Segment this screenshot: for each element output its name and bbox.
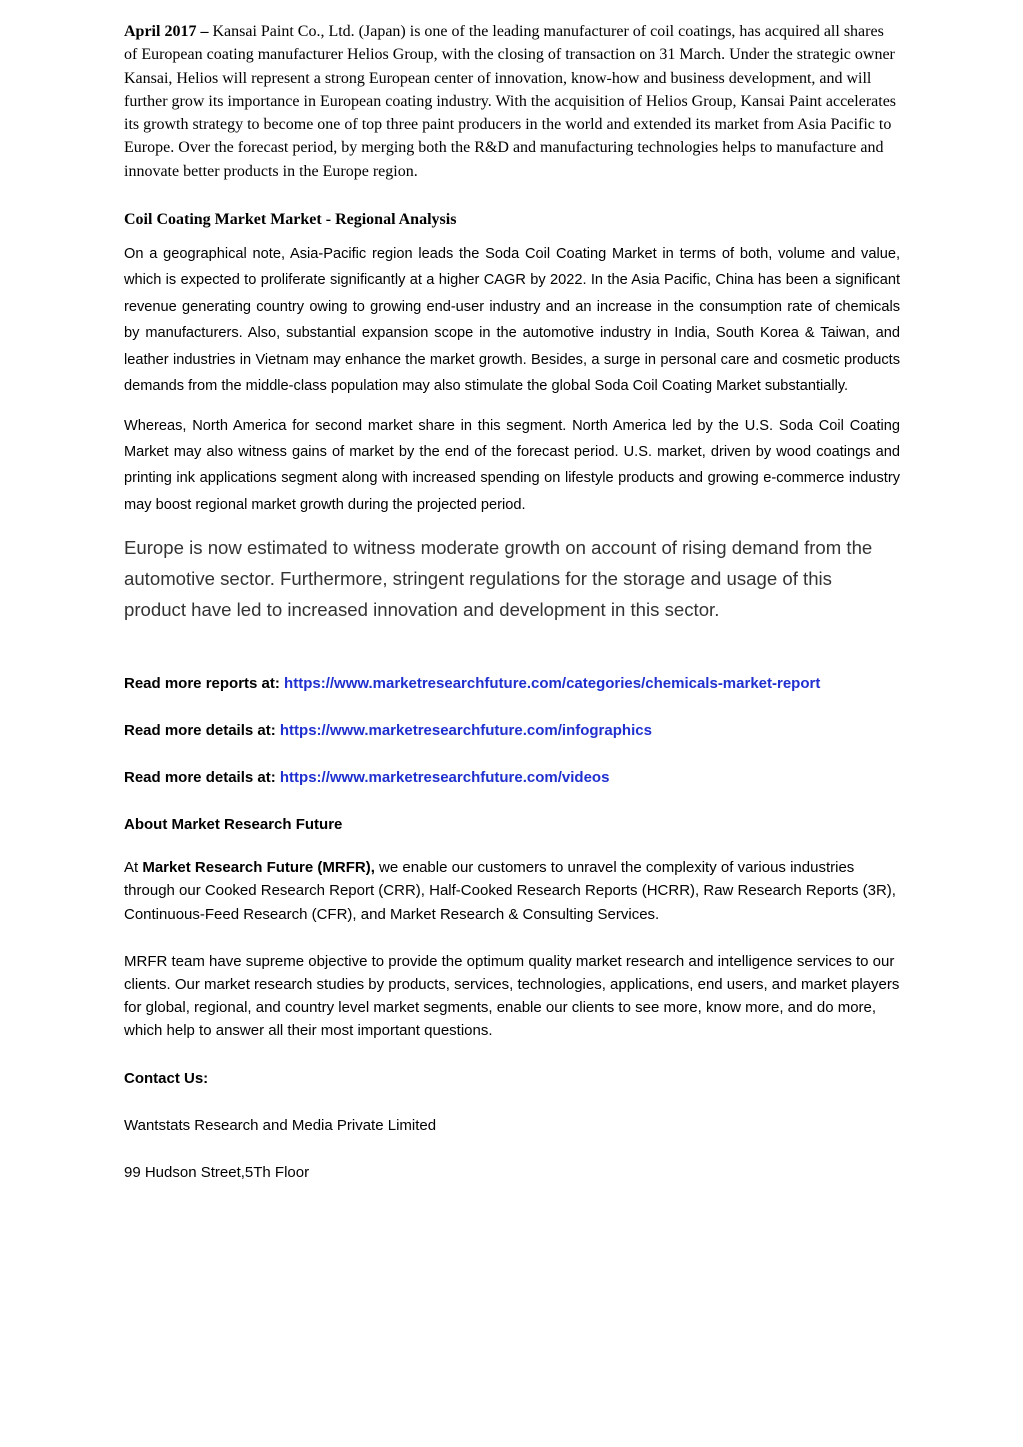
about-paragraph-1 [124,856,900,926]
about-heading: About Market Research Future [124,816,343,834]
intro-text: Kansai Paint Co., Ltd. (Japan) is one of the leading manufacturer of coil coatings, has acquired all shares of European coating manufacturer Helios Group, with the closing of transaction on 31 March. Under the strategic owner Kansai, Helios will represent a strong European center of innovation, know-how and business development, and will further grow its importance in European coating industry. With the acquisition of Helios Group, Kansai Paint accelerates its growth strategy to become one of top three paint producers in the world and extended its market from Asia Pacific to Europe. Over the forecast period, by merging both the R&D and manufacturing technologies helps to manufacture and innovate better products in the Europe region. [124,23,897,180]
reports-link-label: Read more reports at: [124,675,285,693]
reports-link-row [124,668,900,699]
infographics-link-row [124,715,900,746]
videos-link[interactable]: https://www.marketresearchfuture.com/videos [279,769,610,787]
intro-date: April 2017 – [124,23,209,40]
regional-analysis-heading: Coil Coating Market Market - Regional Analysis [124,211,457,229]
videos-link-row [124,762,900,793]
about-p1-rest: we enable our customers to unravel the complexity of various industries through our Cooked Research Report (CRR), Half-Cooked Research Reports (HCRR), Raw Research Reports (3R), Continuous-Feed Research (CFR), and Market Research & Consulting Services. [124,859,896,923]
contact-heading: Contact Us: [124,1069,209,1087]
contact-address: 99 Hudson Street,5Th Floor [124,1163,310,1181]
infographics-link-label: Read more details at: [124,722,280,740]
document-page [124,20,900,1184]
infographics-link[interactable]: https://www.marketresearchfuture.com/infographics [279,722,652,740]
intro-paragraph [124,20,900,183]
asia-pacific-paragraph: On a geographical note, Asia-Pacific region leads the Soda Coil Coating Market in terms of both, volume and value, which is expected to proliferate significantly at a higher CAGR by 2022. In the Asia Pacific, China has been a significant revenue generating country owing to growing end-user industry and an increase in the consumption rate of chemicals by manufacturers. Also, substantial expansion scope in the automotive industry in India, South Korea & Taiwan, and leather industries in Vietnam may enhance the market growth. Besides, a surge in personal care and cosmetic products demands from the middle-class population may also stimulate the global Soda Coil Coating Market substantially. [124,246,900,395]
about-p1-prefix: At [124,859,143,877]
north-america-paragraph: Whereas, North America for second market share in this segment. North America led by the U.S. Soda Coil Coating Market may also witness gains of market by the end of the forecast period. U.S. market, driven by wood coatings and printing ink applications segment along with increased spending on lifestyle products and growing e-commerce industry may boost regional market growth during the projected period. [124,417,900,513]
about-p1-company: Market Research Future (MRFR), [142,859,375,877]
about-paragraph-2: MRFR team have supreme objective to provide the optimum quality market research and intelligence services to our clients. Our market research studies by products, services, technologies, applications, end users, and market players for global, regional, and country level market segments, enable our clients to see more, know more, and do more, which help to answer all their most important questions. [124,952,900,1040]
contact-company: Wantstats Research and Media Private Limited [124,1116,437,1134]
europe-paragraph: Europe is now estimated to witness moderate growth on account of rising demand from the automotive sector. Furthermore, stringent regulations for the storage and usage of this product have led to increased innovation and development in this sector. [124,537,873,621]
videos-link-label: Read more details at: [124,769,280,787]
chemicals-report-link[interactable]: https://www.marketresearchfuture.com/categories/chemicals-market-report [284,675,821,693]
